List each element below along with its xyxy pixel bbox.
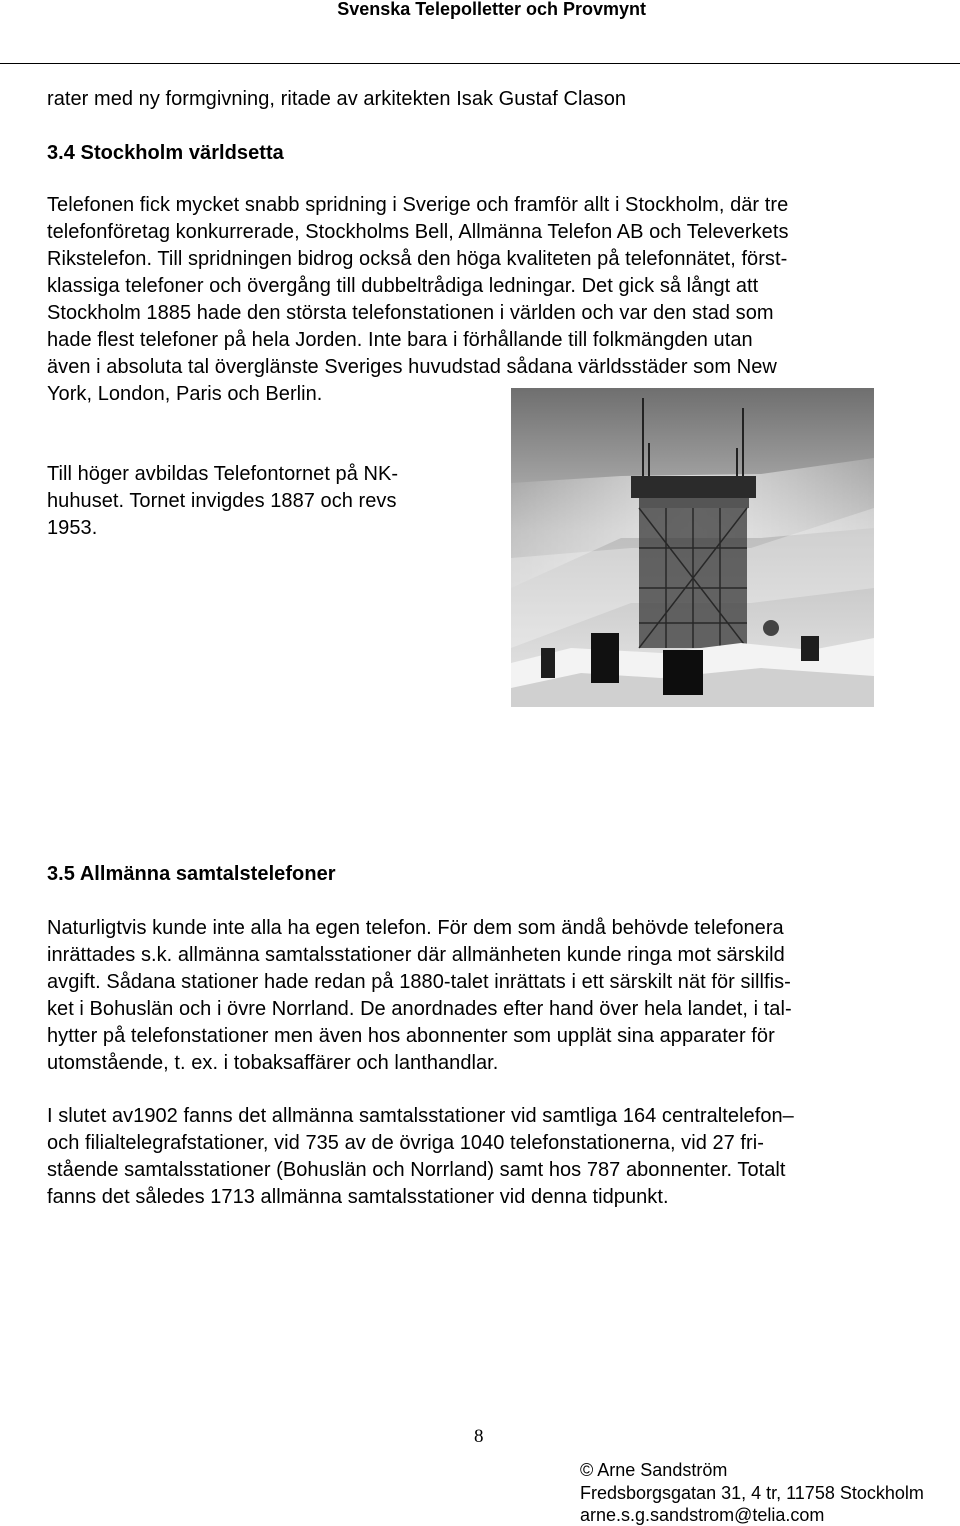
- paragraph-line: I slutet av1902 fanns det allmänna samtalsstationer vid samtliga 164 centraltelefon–: [47, 1105, 794, 1127]
- paragraph-line: och filialtelegrafstationer, vid 735 av de övriga 1040 telefonstationerna, vid 27 fri-: [47, 1132, 764, 1154]
- footer-copyright: © Arne Sandström: [580, 1460, 728, 1480]
- paragraph-line: fanns det således 1713 allmänna samtalsstationer vid denna tidpunkt.: [47, 1186, 669, 1208]
- header-divider: [0, 63, 960, 64]
- paragraph-line: ket i Bohuslän och i övre Norrland. De anordnades efter hand över hela landet, i tal-: [47, 998, 792, 1020]
- paragraph-line: hytter på telefonstationer men även hos abonnenter som upplät sina apparater för: [47, 1025, 775, 1047]
- document-title: Svenska Telepolletter och Provmynt: [337, 0, 646, 19]
- section-heading-3-5: 3.5 Allmänna samtalstelefoner: [47, 863, 336, 885]
- photo-caption-line: huhuset. Tornet invigdes 1887 och revs: [47, 490, 397, 512]
- paragraph-line: även i absoluta tal överglänste Sveriges huvudstad sådana världsstäder som New: [47, 356, 777, 378]
- paragraph-line: utomstående, t. ex. i tobaksaffärer och lanthandlar.: [47, 1052, 499, 1074]
- paragraph-line: hade flest telefoner på hela Jorden. Inte bara i förhållande till folkmängden utan: [47, 329, 753, 351]
- page-header: [0, 0, 960, 24]
- telephone-tower-photo: [511, 388, 874, 707]
- paragraph-line: klassiga telefoner och övergång till dubbeltrådiga ledningar. Det gick så långt att: [47, 275, 759, 297]
- photo-caption-line: 1953.: [47, 517, 98, 539]
- photo-caption-line: Till höger avbildas Telefontornet på NK-: [47, 463, 399, 485]
- footer-email: arne.s.g.sandstrom@telia.com: [580, 1505, 825, 1525]
- intro-line: rater med ny formgivning, ritade av arkitekten Isak Gustaf Clason: [47, 88, 627, 110]
- paragraph-line: Telefonen fick mycket snabb spridning i Sverige och framför allt i Stockholm, där tre: [47, 194, 789, 216]
- paragraph-line: stående samtalsstationer (Bohuslän och Norrland) samt hos 787 abonnenter. Totalt: [47, 1159, 786, 1181]
- paragraph-line: avgift. Sådana stationer hade redan på 1880-talet inrättats i ett särskilt nät för sillfis-: [47, 971, 791, 993]
- paragraph-line: Stockholm 1885 hade den största telefonstationen i världen och var den stad som: [47, 302, 774, 324]
- telephone-tower-illustration: [511, 388, 874, 707]
- paragraph-line: York, London, Paris och Berlin.: [47, 383, 323, 405]
- paragraph-line: telefonföretag konkurrerade, Stockholms Bell, Allmänna Telefon AB och Televerkets: [47, 221, 789, 243]
- section-heading-3-4: 3.4 Stockholm världsetta: [47, 142, 284, 164]
- page-number: 8: [474, 1426, 484, 1447]
- paragraph-line: Naturligtvis kunde inte alla ha egen telefon. För dem som ändå behövde telefonera: [47, 917, 784, 939]
- paragraph-line: inrättades s.k. allmänna samtalsstationer där allmänheten kunde ringa mot särskild: [47, 944, 785, 966]
- paragraph-line: Rikstelefon. Till spridningen bidrog också den höga kvaliteten på telefonnätet, först-: [47, 248, 788, 270]
- footer-address: Fredsborgsgatan 31, 4 tr, 11758 Stockholm: [580, 1483, 924, 1503]
